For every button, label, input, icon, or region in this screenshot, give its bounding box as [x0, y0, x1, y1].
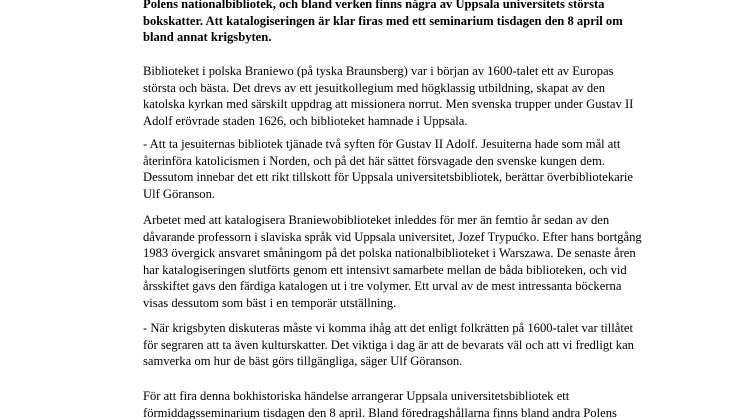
body-paragraph — [143, 320, 703, 370]
text-line: samverka om hur de bäst görs tillgängliga, säger Ulf Göranson. — [143, 354, 463, 369]
text-line: Arbetet med att katalogisera Braniewobiblioteket inleddes för mer än femtio år sedan av den — [143, 213, 610, 227]
body-paragraph — [143, 63, 703, 129]
text-line: årsskiftet gavs den färdiga katalogen ut i tre volymer. Ett urval av de mest intressanta böckerna — [143, 279, 622, 294]
text-line: För att fira denna bokhistoriska händelse arrangerar Uppsala universitetsbibliotek ett — [143, 389, 570, 403]
text-line: för segraren att ta även kulturskatter. Det viktiga i dag är att de bevarats väl och att vi fredligt kan — [143, 337, 634, 352]
text-line: bokskatter. Att katalogiseringen är klar firas med ett seminarium tisdagen den 8 april om — [143, 13, 623, 28]
text-line: dåvarande professorn i slaviska språk vid Uppsala universitet, Jozef Trypućko. Efter hans bortgång — [143, 229, 642, 244]
text-line: visas dessutom som bäst i en temporär utställning. — [143, 295, 397, 310]
lead-paragraph — [143, 0, 703, 46]
body-paragraph — [143, 212, 703, 312]
text-line: Biblioteket i polska Braniewo (på tyska Braunsberg) var i början av 1600-talet ett av Europas — [143, 64, 614, 78]
text-line: 1983 övergick ansvaret småningom på det polska nationalbiblioteket i Warszawa. De senaste åren — [143, 246, 636, 261]
text-line: största och bästa. Det drevs av ett jesuitkollegium med högklassig utbildning, skapat av den — [143, 80, 606, 95]
text-line: Polens nationalbibliotek, och bland verken finns några av Uppsala universitets största — [143, 0, 605, 11]
text-line: har katalogiseringen slutförts genom ett intensivt samarbete mellan de båda biblioteken, och vid — [143, 262, 627, 277]
text-line: - När krigsbyten diskuteras måste vi komma ihåg att det enligt folkrätten på 1600-talet var tillåtet — [143, 321, 633, 335]
text-line: bland annat krigsbyten. — [143, 30, 272, 45]
body-paragraph — [143, 388, 703, 419]
text-line: - Att ta jesuiternas bibliotek tjänade två syften för Gustav II Adolf. Jesuiterna hade som mål att — [143, 137, 621, 151]
text-line: Ulf Göranson. — [143, 186, 216, 201]
text-line: återinföra katolicismen i Norden, och på det här sättet försvagade den svenske kungen dem. — [143, 153, 605, 168]
body-paragraph — [143, 136, 703, 202]
text-line: Adolf erövrade staden 1626, och biblioteket hamnade i Uppsala. — [143, 113, 468, 128]
text-line: katolska kyrkan med särskilt uppdrag att missionera norrut. Men svenska trupper under Gustav II — [143, 97, 634, 112]
text-line: förmiddagsseminarium tisdagen den 8 april. Bland föredragshållarna finns bland andra Polens — [143, 405, 617, 419]
text-line: Dessutom innebar det ett rikt tillskott för Uppsala universitetsbibliotek, berättar överbibliotekarie — [143, 170, 633, 185]
